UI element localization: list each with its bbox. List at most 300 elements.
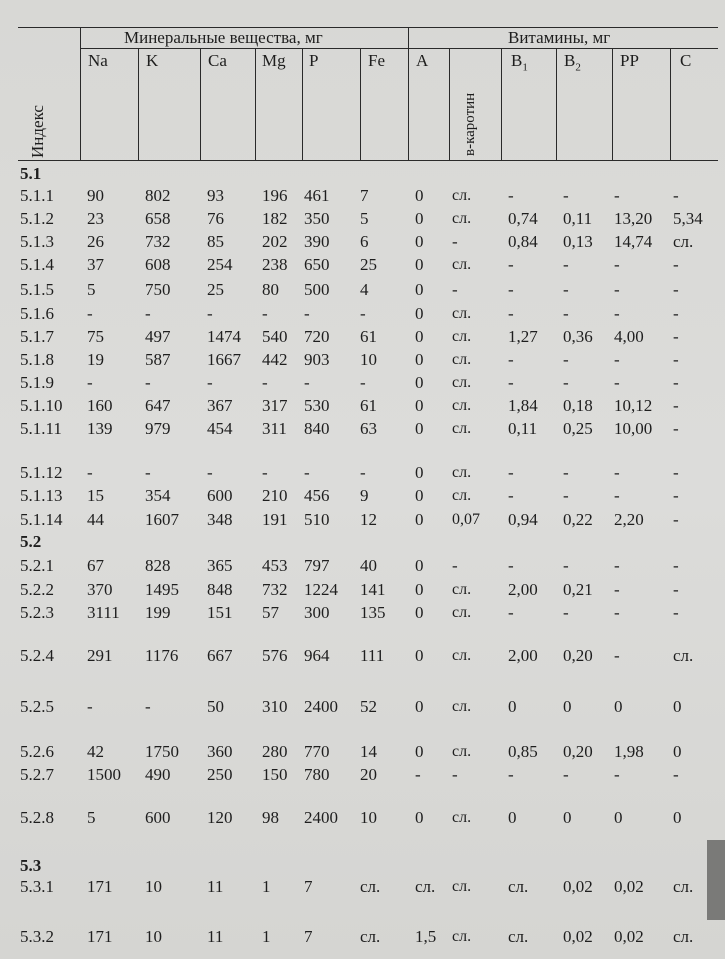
col-divider-mg [255,48,256,160]
table-cell: - [508,603,514,622]
table-cell: - [673,510,679,529]
table-cell: 576 [262,646,288,665]
table-cell: сл. [452,698,472,715]
row-index: 5.1.3 [20,232,54,251]
table-cell: сл. [452,420,472,437]
table-cell: - [360,304,366,323]
table-cell: - [563,603,569,622]
table-cell: 0 [415,327,424,346]
table-cell: - [614,486,620,505]
header-bottom-border [18,160,718,161]
table-cell: сл. [452,397,472,414]
table-cell: - [614,765,620,784]
table-cell: 75 [87,327,104,346]
table-cell: сл. [452,809,472,826]
table-cell: 12 [360,510,377,529]
table-cell: - [563,350,569,369]
table-cell: 453 [262,556,288,575]
table-cell: 600 [145,808,171,827]
table-cell: 0,85 [508,742,538,761]
table-cell: - [673,419,679,438]
table-cell: 1,5 [415,927,437,946]
table-cell: 647 [145,396,171,415]
table-cell: - [614,280,620,299]
table-cell: - [614,304,620,323]
header-pp: PP [620,51,639,70]
table-cell: сл. [452,464,472,481]
table-cell: 540 [262,327,288,346]
table-cell: 720 [304,327,330,346]
table-cell: 828 [145,556,171,575]
table-cell: сл. [452,374,472,391]
row-index: 5.1.11 [20,419,62,438]
table-cell: 50 [207,697,224,716]
table-cell: 11 [207,927,224,946]
table-cell: 182 [262,209,288,228]
table-cell: - [360,373,366,392]
table-cell: 0 [563,697,572,716]
table-cell: 0 [563,808,572,827]
table-cell: 5 [87,808,96,827]
table-cell: 0 [508,808,517,827]
table-cell: 0 [415,646,424,665]
table-cell: 456 [304,486,330,505]
table-cell: 210 [262,486,288,505]
table-cell: сл. [452,581,472,598]
table-cell: 0 [415,419,424,438]
table-cell: 9 [360,486,369,505]
row-index: 5.2.4 [20,646,54,665]
table-cell: 1,84 [508,396,538,415]
table-cell: 0,22 [563,510,593,529]
table-top-border [18,27,718,28]
table-cell: 500 [304,280,330,299]
table-cell: - [87,697,93,716]
table-cell: сл. [673,646,694,665]
table-cell: - [563,280,569,299]
table-cell: 76 [207,209,224,228]
table-cell: сл. [452,647,472,664]
table-cell: сл. [452,928,472,945]
table-cell: 0,02 [614,877,644,896]
col-divider-k [138,48,139,160]
table-cell: - [508,765,514,784]
table-cell: 0 [508,697,517,716]
table-cell: 490 [145,765,171,784]
row-index: 5.1.2 [20,209,54,228]
table-cell: 0,36 [563,327,593,346]
table-cell: 2400 [304,808,338,827]
table-cell: 5,34 [673,209,703,228]
table-cell: 4 [360,280,369,299]
minerals-vitamins-divider [408,27,409,160]
col-divider-carotene [449,48,450,160]
table-cell: 1 [262,927,271,946]
row-index: 5.1.12 [20,463,63,482]
table-cell: 7 [304,927,313,946]
table-cell: 0 [415,486,424,505]
table-cell: 365 [207,556,233,575]
header-a: A [416,51,429,70]
group-header-divider [80,48,718,49]
table-cell: 10 [360,350,377,369]
table-cell: 19 [87,350,104,369]
table-cell: - [673,603,679,622]
table-cell: 111 [360,646,385,665]
table-cell: 120 [207,808,233,827]
table-cell: 1607 [145,510,179,529]
table-cell: 0 [415,697,424,716]
section-heading: 5.3 [20,856,42,875]
table-cell: - [452,765,458,784]
table-cell: 1500 [87,765,121,784]
table-cell: 139 [87,419,113,438]
table-cell: 1495 [145,580,179,599]
table-cell: 903 [304,350,330,369]
table-cell: 26 [87,232,104,251]
table-cell: сл. [452,210,472,227]
table-cell: 80 [262,280,279,299]
table-cell: 780 [304,765,330,784]
table-cell: 0,02 [563,877,593,896]
table-cell: сл. [673,232,694,251]
table-cell: сл. [508,927,529,946]
table-cell: 90 [87,186,104,205]
table-cell: - [145,463,151,482]
table-cell: - [207,373,213,392]
header-b1: $B_1$ [511,51,528,74]
table-cell: - [508,304,514,323]
table-cell: - [508,350,514,369]
table-cell: 650 [304,255,330,274]
table-cell: 770 [304,742,330,761]
table-cell: - [563,486,569,505]
table-cell: 44 [87,510,104,529]
table-cell: 0,21 [563,580,593,599]
table-cell: 1 [262,877,271,896]
table-cell: 0 [673,697,682,716]
table-cell: 6 [360,232,369,251]
table-cell: 1750 [145,742,179,761]
table-cell: - [262,463,268,482]
table-cell: 2,20 [614,510,644,529]
table-cell: сл. [452,604,472,621]
index-column-divider [80,27,81,160]
table-cell: - [415,765,421,784]
table-cell: - [563,556,569,575]
table-cell: 348 [207,510,233,529]
table-cell: 497 [145,327,171,346]
table-cell: 57 [262,603,279,622]
header-p: P [309,51,319,70]
table-cell: 840 [304,419,330,438]
col-divider-b1 [501,48,502,160]
table-cell: - [614,556,620,575]
table-cell: 667 [207,646,233,665]
table-cell: 150 [262,765,288,784]
row-index: 5.3.1 [20,877,54,896]
table-cell: - [563,186,569,205]
table-cell: 67 [87,556,104,575]
table-cell: 587 [145,350,171,369]
table-cell: - [614,255,620,274]
table-cell: 10 [360,808,377,827]
table-cell: сл. [452,487,472,504]
table-cell: 93 [207,186,224,205]
row-index: 5.2.2 [20,580,54,599]
table-cell: 2400 [304,697,338,716]
table-cell: 0,20 [563,742,593,761]
table-cell: - [145,373,151,392]
table-cell: сл. [360,877,381,896]
table-cell: 135 [360,603,386,622]
index-header: Индекс [28,105,47,158]
table-cell: - [563,373,569,392]
table-cell: - [673,373,679,392]
table-cell: 0,84 [508,232,538,251]
table-cell: - [673,580,679,599]
table-cell: 370 [87,580,113,599]
table-cell: - [207,463,213,482]
table-cell: - [508,255,514,274]
table-cell: 280 [262,742,288,761]
table-cell: 510 [304,510,330,529]
row-index: 5.1.7 [20,327,54,346]
table-cell: 15 [87,486,104,505]
table-cell: 0 [415,808,424,827]
page-edge-shadow [707,840,725,920]
table-cell: 802 [145,186,171,205]
table-cell: 317 [262,396,288,415]
row-index: 5.1.5 [20,280,54,299]
table-cell: 0,18 [563,396,593,415]
table-cell: - [614,186,620,205]
table-cell: - [563,765,569,784]
table-cell: - [87,373,93,392]
table-cell: - [614,373,620,392]
row-index: 5.3.2 [20,927,54,946]
minerals-group-header: Минеральные вещества, мг [124,28,323,47]
table-cell: сл. [508,877,529,896]
table-cell: - [145,304,151,323]
table-cell: сл. [452,256,472,273]
header-ca: Ca [208,51,227,70]
table-cell: 160 [87,396,113,415]
table-cell: 750 [145,280,171,299]
row-index: 5.1.10 [20,396,63,415]
table-cell: 354 [145,486,171,505]
table-cell: - [673,304,679,323]
table-cell: сл. [360,927,381,946]
row-index: 5.2.6 [20,742,54,761]
table-cell: - [673,486,679,505]
table-cell: 0 [415,396,424,415]
table-cell: 0 [415,603,424,622]
table-cell: - [360,463,366,482]
table-cell: 0,25 [563,419,593,438]
section-heading: 5.2 [20,532,42,551]
table-cell: 0 [415,232,424,251]
table-cell: 0 [415,304,424,323]
table-cell: сл. [452,187,472,204]
section-heading: 5.1 [20,164,42,183]
table-cell: 10,12 [614,396,653,415]
table-cell: 0,07 [452,511,480,528]
table-cell: 20 [360,765,377,784]
table-cell: - [673,396,679,415]
table-cell: 171 [87,877,113,896]
row-index: 5.1.14 [20,510,63,529]
table-cell: - [508,280,514,299]
table-cell: - [614,350,620,369]
table-cell: - [673,255,679,274]
table-cell: сл. [452,878,472,895]
table-cell: 14 [360,742,377,761]
table-cell: 3111 [87,603,120,622]
table-cell: - [614,646,620,665]
header-fe: Fe [368,51,385,70]
table-cell: 0 [614,808,623,827]
table-cell: 291 [87,646,113,665]
table-cell: 310 [262,697,288,716]
row-index: 5.1.9 [20,373,54,392]
table-cell: 52 [360,697,377,716]
table-cell: сл. [415,877,436,896]
table-cell: 300 [304,603,330,622]
header-c: C [680,51,692,70]
table-cell: - [673,327,679,346]
table-cell: 0,11 [508,419,538,438]
table-cell: 7 [360,186,369,205]
table-cell: 530 [304,396,330,415]
table-cell: 98 [262,808,279,827]
table-cell: 141 [360,580,386,599]
table-cell: сл. [673,927,694,946]
table-cell: сл. [452,328,472,345]
table-cell: 1474 [207,327,241,346]
table-cell: 1667 [207,350,241,369]
table-cell: 25 [360,255,377,274]
table-cell: 11 [207,877,224,896]
table-cell: - [614,463,620,482]
table-cell: - [673,280,679,299]
table-cell: сл. [452,351,472,368]
table-cell: - [262,373,268,392]
table-cell: 5 [87,280,96,299]
table-cell: - [304,463,310,482]
row-index: 5.1.13 [20,486,63,505]
table-cell: 1,98 [614,742,644,761]
table-cell: 0 [415,742,424,761]
table-cell: 461 [304,186,330,205]
table-cell: 0,94 [508,510,538,529]
table-cell: - [87,304,93,323]
col-divider-pp [612,48,613,160]
table-cell: 0 [415,373,424,392]
table-cell: - [304,304,310,323]
table-cell: 13,20 [614,209,653,228]
table-cell: 85 [207,232,224,251]
table-cell: - [508,186,514,205]
table-cell: 37 [87,255,104,274]
table-cell: 608 [145,255,171,274]
table-cell: 0 [415,556,424,575]
table-cell: 0 [673,742,682,761]
table-cell: 196 [262,186,288,205]
table-cell: 0 [415,280,424,299]
table-cell: 61 [360,327,377,346]
table-cell: - [563,463,569,482]
table-cell: 454 [207,419,233,438]
table-cell: 191 [262,510,288,529]
table-cell: - [673,463,679,482]
table-cell: 964 [304,646,330,665]
table-cell: 600 [207,486,233,505]
table-cell: 442 [262,350,288,369]
col-divider-fe [360,48,361,160]
table-cell: 0,11 [563,209,593,228]
table-cell: 732 [262,580,288,599]
table-cell: 2,00 [508,580,538,599]
table-cell: 797 [304,556,330,575]
table-cell: 10,00 [614,419,653,438]
table-cell: 0 [415,463,424,482]
table-cell: 202 [262,232,288,251]
table-cell: 311 [262,419,287,438]
table-cell: 25 [207,280,224,299]
table-cell: - [673,350,679,369]
row-index: 5.2.3 [20,603,54,622]
table-cell: - [508,373,514,392]
table-cell: 1224 [304,580,338,599]
table-cell: 0 [415,186,424,205]
row-index: 5.1.8 [20,350,54,369]
table-cell: 171 [87,927,113,946]
table-cell: 0 [415,510,424,529]
table-cell: - [508,556,514,575]
row-index: 5.1.4 [20,255,54,274]
table-cell: 40 [360,556,377,575]
table-cell: 1176 [145,646,179,665]
table-cell: 5 [360,209,369,228]
table-cell: 42 [87,742,104,761]
table-cell: 0 [415,350,424,369]
vitamins-group-header: Витамины, мг [508,28,611,47]
table-cell: - [87,463,93,482]
table-cell: - [508,463,514,482]
table-cell: - [614,603,620,622]
table-cell: 63 [360,419,377,438]
table-cell: 0 [614,697,623,716]
table-cell: сл. [452,305,472,322]
table-cell: - [304,373,310,392]
table-cell: - [452,556,458,575]
table-cell: 0 [415,255,424,274]
table-cell: 367 [207,396,233,415]
table-cell: 151 [207,603,233,622]
table-cell: сл. [673,877,694,896]
table-cell: 4,00 [614,327,644,346]
table-cell: 7 [304,877,313,896]
table-cell: - [145,697,151,716]
row-index: 5.2.8 [20,808,54,827]
table-cell: 250 [207,765,233,784]
table-cell: 0,13 [563,232,593,251]
header-b2: $B_2$ [564,51,581,74]
row-index: 5.2.5 [20,697,54,716]
row-index: 5.1.6 [20,304,54,323]
table-cell: 14,74 [614,232,653,251]
